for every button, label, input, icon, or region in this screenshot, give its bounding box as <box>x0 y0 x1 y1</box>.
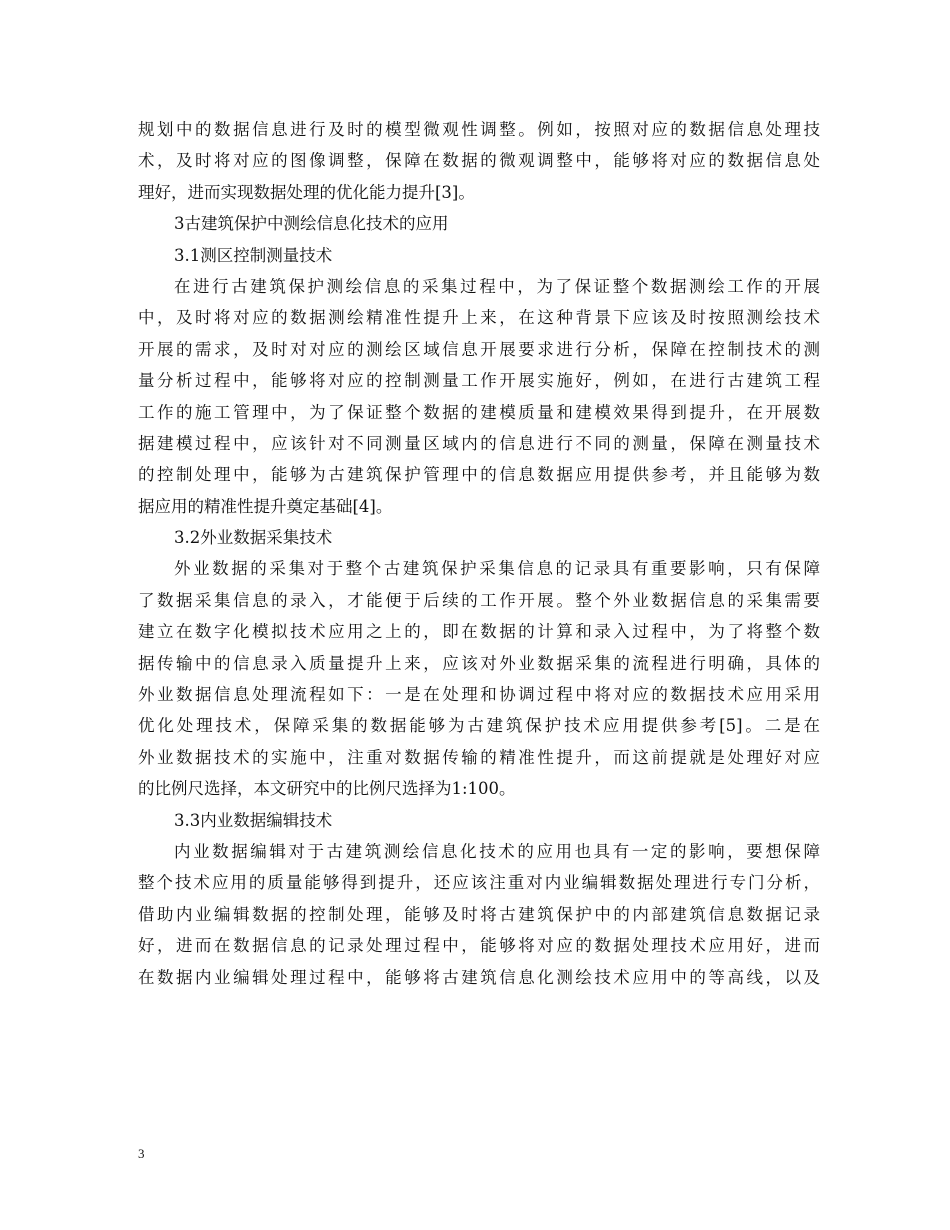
text-line: 据传输中的信息录入质量提升上来，应该对外业数据采集的流程进行明确，具体的 <box>138 653 820 673</box>
text-line: 外业数据的采集对于整个古建筑保护采集信息的记录具有重要影响，只有保障 <box>174 559 820 579</box>
text-line: 在进行古建筑保护测绘信息的采集过程中，为了保证整个数据测绘工作的开展 <box>174 276 820 296</box>
text-line: 中，及时将对应的数据测绘精准性提升上来，在这种背景下应该及时按照测绘技术 <box>138 308 820 328</box>
text-line: 优化处理技术，保障采集的数据能够为古建筑保护技术应用提供参考[5]。二是在 <box>138 716 820 736</box>
text-line: 外业数据技术的实施中，注重对数据传输的精准性提升，而这前提就是处理好对应 <box>138 747 820 767</box>
text-line: 工作的施工管理中，为了保证整个数据的建模质量和建模效果得到提升，在开展数 <box>138 402 820 422</box>
paragraph-1 <box>138 114 820 208</box>
section-heading-3: 3古建筑保护中测绘信息化技术的应用 <box>174 214 449 234</box>
text-line: 开展的需求，及时对对应的测绘区域信息开展要求进行分析，保障在控制技术的测 <box>138 339 820 359</box>
section-heading-3-1: 3.1测区控制测量技术 <box>174 245 333 265</box>
text-line: 好，进而在数据信息的记录处理过程中，能够将对应的数据处理技术应用好，进而 <box>138 936 820 956</box>
paragraph-3-2 <box>138 553 820 804</box>
text-line: 了数据采集信息的录入，才能便于后续的工作开展。整个外业数据信息的采集需要 <box>138 590 820 610</box>
text-line: 内业数据编辑对于古建筑测绘信息化技术的应用也具有一定的影响，要想保障 <box>174 841 820 861</box>
section-heading-3-3: 3.3内业数据编辑技术 <box>174 810 333 830</box>
text-line: 的控制处理中，能够为古建筑保护管理中的信息数据应用提供参考，并且能够为数 <box>138 465 820 485</box>
text-line: 量分析过程中，能够将对应的控制测量工作开展实施好，例如，在进行古建筑工程 <box>138 371 820 391</box>
text-line: 的比例尺选择，本文研究中的比例尺选择为1:100。 <box>138 779 516 799</box>
section-heading-3-2: 3.2外业数据采集技术 <box>174 528 333 548</box>
text-line: 在数据内业编辑处理过程中，能够将古建筑信息化测绘技术应用中的等高线，以及 <box>138 967 820 987</box>
text-line: 据建模过程中，应该针对不同测量区域内的信息进行不同的测量，保障在测量技术 <box>138 433 820 453</box>
text-line: 借助内业编辑数据的控制处理，能够及时将古建筑保护中的内部建筑信息数据记录 <box>138 904 820 924</box>
page-number: 3 <box>138 1146 145 1161</box>
text-line: 据应用的精准性提升奠定基础[4]。 <box>138 496 393 516</box>
text-line: 建立在数字化模拟技术应用之上的，即在数据的计算和录入过程中，为了将整个数 <box>138 622 820 642</box>
text-line: 外业数据信息处理流程如下：一是在处理和协调过程中将对应的数据技术应用采用 <box>138 685 820 705</box>
paragraph-3-1 <box>138 271 820 522</box>
text-line: 术，及时将对应的图像调整，保障在数据的微观调整中，能够将对应的数据信息处 <box>138 151 820 171</box>
text-line: 理好，进而实现数据处理的优化能力提升[3]。 <box>138 182 475 202</box>
text-line: 规划中的数据信息进行及时的模型微观性调整。例如，按照对应的数据信息处理技 <box>138 120 820 139</box>
page-content <box>138 114 820 993</box>
paragraph-3-3 <box>138 836 820 993</box>
text-line: 整个技术应用的质量能够得到提升，还应该注重对内业编辑数据处理进行专门分析， <box>138 873 820 893</box>
